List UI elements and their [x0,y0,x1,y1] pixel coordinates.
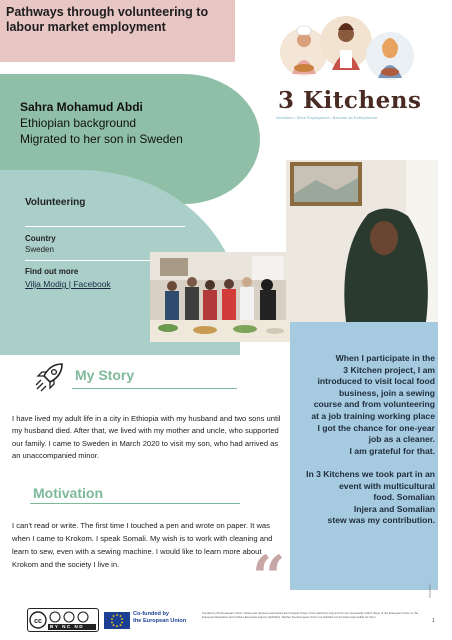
quote-line: 3 Kitchen project, I am [343,364,435,375]
motivation-body: I can't read or write. The first time I touched a pen and wrote on paper. It was when I came to Krokom. I speak Somali. My wish is to work with cleaning and learn to sew, even with a sewing machine. I would like to learn more about Krokom and the society I live in. [12,521,273,569]
quote-line: event with multicultural [339,480,435,491]
logo-wordmark: 3 Kitchens [278,87,422,114]
person-background: Ethiopian background [20,116,137,130]
person-migration: Migrated to her son in Sweden [20,132,183,146]
divider [25,226,185,227]
portrait-photo [286,160,438,322]
quote-line: stew was my contribution. [327,515,435,526]
volunteering-heading: Volunteering [25,197,86,208]
page-number: 1 [432,618,435,624]
quote-line: food. Somalian [373,492,435,503]
quote-line: When I participate in the [335,353,435,363]
logo-tagline: Volunteer • Seek Employment • Become an Entrepreneur [276,116,378,120]
find-out-more-links[interactable]: Vilja Modig | Facebook [25,279,111,289]
story-body: I have lived my adult life in a city in Ethiopia with my husband and two sons until my husband died. After that, we lived with my mother and uncle, who supported our family. I came to Sweden in March 2020 to visit my son, who had arrived as an unaccompanied minor. [12,414,281,461]
eu-line: Co-funded by [133,611,170,617]
eu-cofunded-label [133,611,186,625]
motivation-heading: Motivation [33,485,103,501]
divider [30,503,240,504]
svg-text:cc: cc [34,618,42,625]
funding-disclaimer: Funded by the European Union. Views and opinions expressed are however those of the author(s) only and do not necessarily reflect those of the European Union or the European Education and Culture Executive Agency (EACEA). Neither the European Union nor EACEA can be held responsible for them. [202,611,419,619]
quote-line: business, join a sewing [339,387,435,398]
eu-line: the European Union [133,618,187,624]
quote-line: In 3 Kitchens we took part in an [306,468,435,479]
quote-line: course and from volunteering [313,399,435,410]
group-photo [150,252,290,342]
find-out-more-label: Find out more [25,267,79,276]
quote-mark-icon: “ [252,543,286,611]
quote-text [293,353,435,527]
eu-flag-icon [104,612,130,629]
quote-line: introduced to visit local food [317,376,435,387]
country-label: Country [25,234,56,243]
quote-line: at a job training working place [311,410,435,421]
quote-line [293,457,435,469]
quote-line: Injera and Somalian [353,503,435,514]
creative-commons-badge [27,608,99,632]
quote-line: I am grateful for that. [349,445,435,456]
story-heading: My Story [75,367,135,383]
page-title: Pathways through volunteering to labour market employment [6,5,209,34]
rocket-icon [32,360,66,394]
quote-line: job as a cleaner. [368,434,435,445]
quote-line: I got the chance for one-year [317,422,435,433]
country-value: Sweden [25,245,54,254]
cc-label: BY NC ND [50,624,85,629]
chefs-illustration-icon [272,12,422,87]
person-name: Sahra Mohamud Abdi [20,100,143,114]
logo-illustration [272,12,422,132]
title-banner [0,0,235,62]
divider [72,388,237,389]
vertical-label: Volunteer [428,583,432,598]
